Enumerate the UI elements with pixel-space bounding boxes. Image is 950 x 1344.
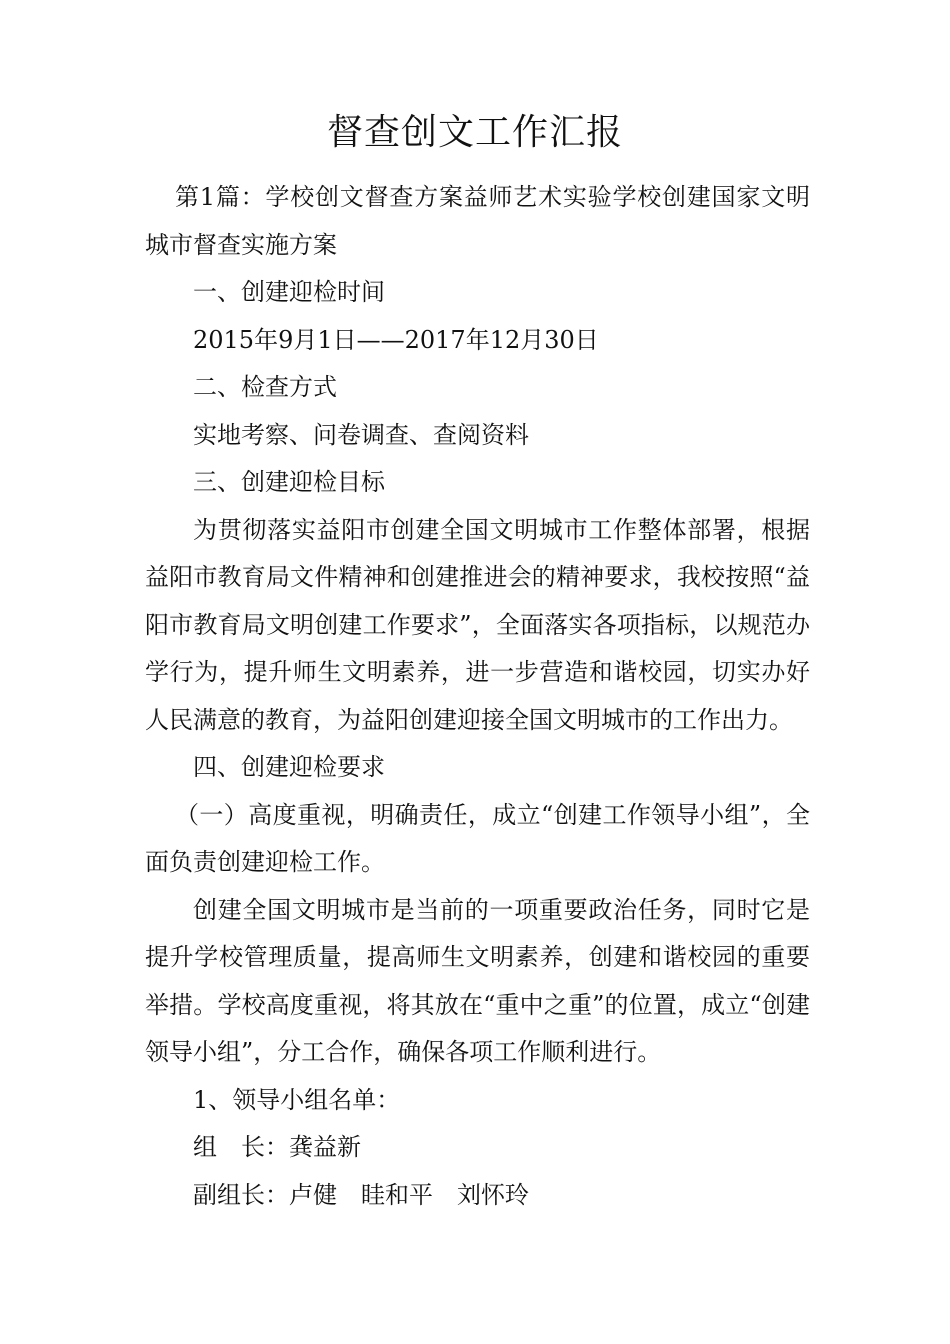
document-body	[145, 174, 810, 1219]
leader-group-head: 组 长：龚益新	[193, 1133, 361, 1161]
paragraph-date-range: 2015年9月1日——2017年12月30日	[193, 325, 599, 354]
section-heading-requirements: 四、创建迎检要求	[193, 753, 385, 781]
paragraph-importance: 创建全国文明城市是当前的一项重要政治任务，同时它是提升学校管理质量，提高师生文明素养，创建和谐校园的重要举措。学校高度重视，将其放在“重中之重”的位置，成立“创建领导小组”，分工合作，确保各项工作顺利进行。	[145, 895, 810, 1066]
paragraph-requirement-1: （一）高度重视，明确责任，成立“创建工作领导小组”，全面负责创建迎检工作。	[145, 800, 810, 876]
paragraph-method: 实地考察、问卷调查、查阅资料	[193, 420, 529, 449]
paragraph-article-heading: 第1篇：学校创文督查方案益师艺术实验学校创建国家文明城市督查实施方案	[145, 183, 810, 259]
paragraph-goal: 为贯彻落实益阳市创建全国文明城市工作整体部署，根据益阳市教育局文件精神和创建推进会的精神要求，我校按照“益阳市教育局文明创建工作要求”，全面落实各项指标，以规范办学行为，提升师生文明素养，进一步营造和谐校园，切实办好人民满意的教育，为益阳创建迎接全国文明城市的工作出力。	[145, 515, 810, 734]
section-heading-time: 一、创建迎检时间	[193, 278, 385, 306]
document-title: 督查创文工作汇报	[326, 112, 623, 153]
section-heading-method: 二、检查方式	[193, 373, 337, 401]
leader-group-deputies: 副组长：卢健 眭和平 刘怀玲	[193, 1180, 529, 1209]
list-heading-leaders: 1、领导小组名单：	[193, 1085, 401, 1114]
section-heading-goal: 三、创建迎检目标	[193, 468, 385, 496]
